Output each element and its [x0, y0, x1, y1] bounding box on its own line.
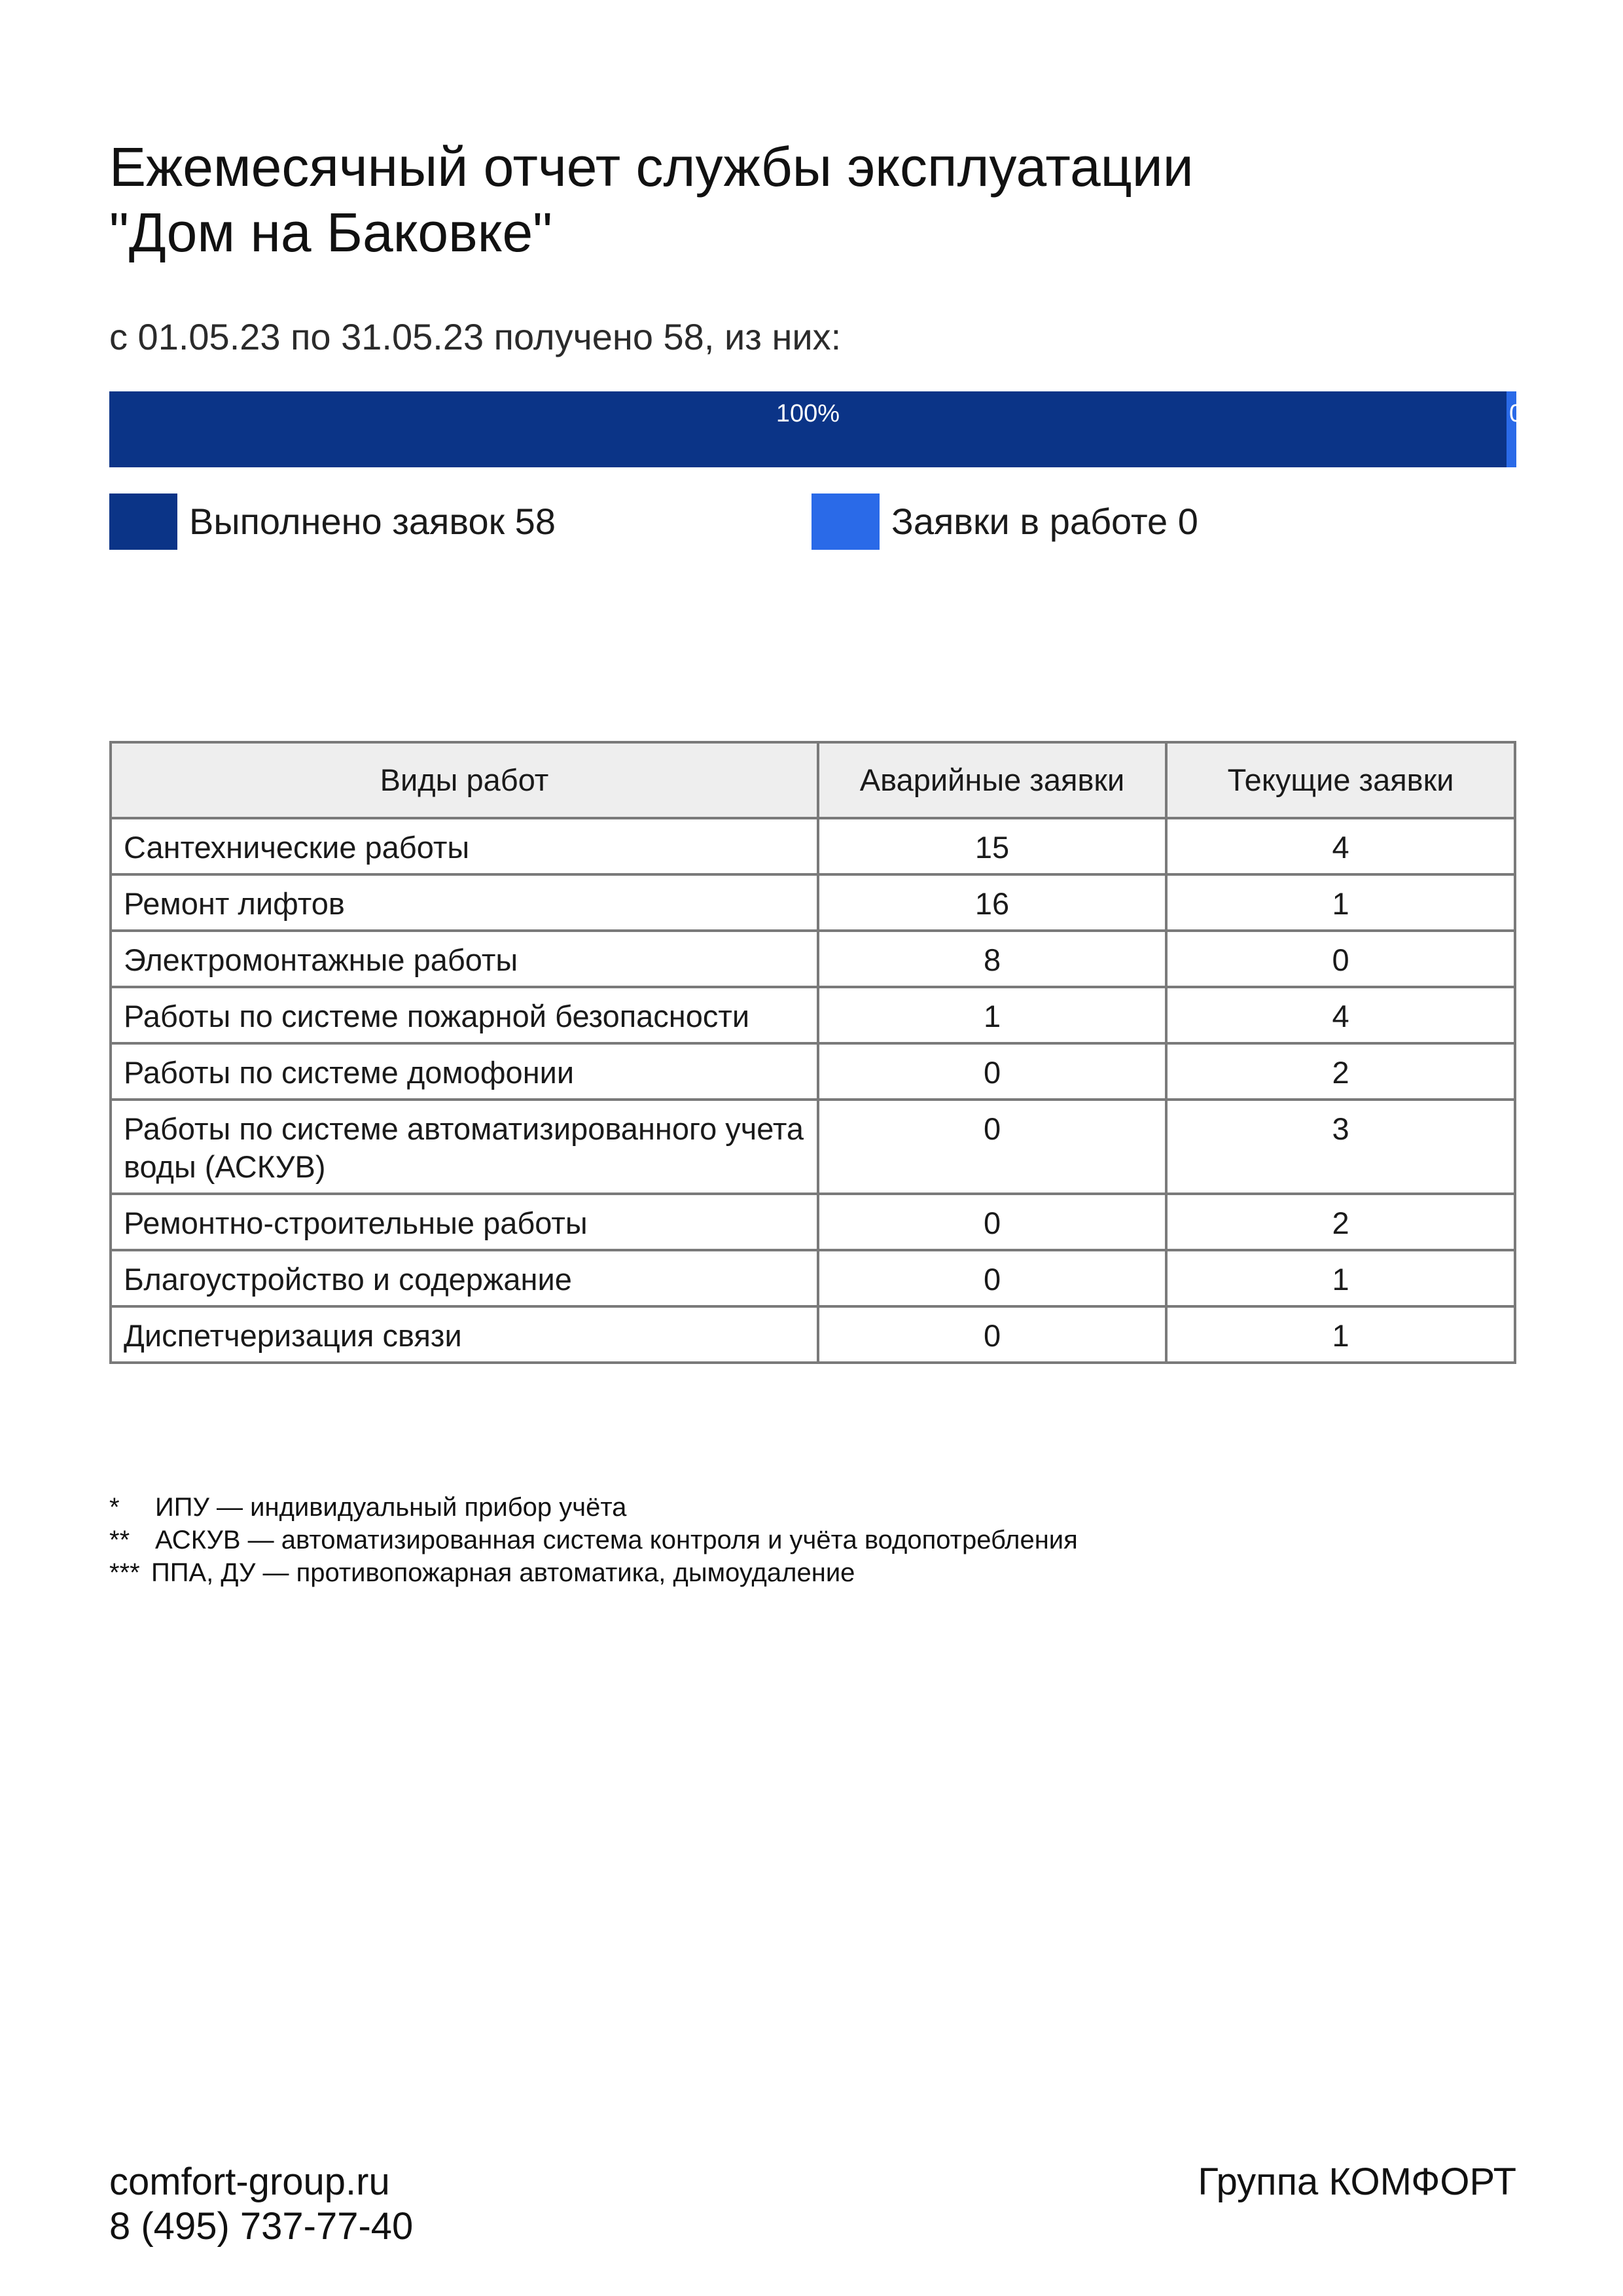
footnote-mark: * [109, 1493, 120, 1522]
row-name: Работы по системе пожарной безопасности [111, 987, 818, 1043]
header-emergency: Аварийные заявки [818, 742, 1166, 818]
footnote-text: ИПУ — индивидуальный прибор учёта [155, 1493, 627, 1522]
row-emergency: 0 [818, 1306, 1166, 1363]
progress-segment-completed [109, 391, 1507, 467]
table-row [111, 1043, 1515, 1100]
page-title-line-1: Ежемесячный отчет службы эксплуатации [109, 136, 1194, 198]
footnote [109, 1556, 1078, 1589]
footer-phone[interactable]: 8 (495) 737-77-40 [109, 2205, 414, 2248]
footnote-text: ППА, ДУ — противопожарная автоматика, дымоудаление [151, 1558, 855, 1587]
table-header-row [111, 742, 1515, 818]
footer-contacts [109, 2160, 413, 2249]
row-name: Диспетчеризация связи [111, 1306, 818, 1363]
row-current: 1 [1166, 874, 1515, 931]
row-current: 1 [1166, 1250, 1515, 1306]
footer-website[interactable]: comfort-group.ru [109, 2161, 390, 2203]
row-name: Электромонтажные работы [111, 931, 818, 987]
footnote-text: АСКУВ — автоматизированная система контроля и учёта водопотребления [155, 1526, 1078, 1554]
footnote-mark: ** [109, 1526, 130, 1554]
legend-label-in-work: Заявки в работе 0 [891, 501, 1198, 542]
table-row [111, 931, 1515, 987]
header-work-type: Виды работ [111, 742, 818, 818]
page-title-line-2: "Дом на Баковке" [109, 202, 553, 263]
completion-progress-bar [109, 391, 1545, 467]
footnote-mark: *** [109, 1558, 140, 1587]
row-current: 2 [1166, 1194, 1515, 1250]
legend-swatch-completed [109, 493, 177, 550]
row-emergency: 15 [818, 818, 1166, 874]
row-current: 4 [1166, 987, 1515, 1043]
table-row [111, 987, 1515, 1043]
progress-segment-in-work [1507, 391, 1545, 467]
page-title [109, 134, 1510, 265]
row-name: Ремонтно-строительные работы [111, 1194, 818, 1250]
table-row [111, 1100, 1515, 1194]
progress-segment-in-work-label: 0% [1508, 400, 1545, 427]
legend-item-completed [109, 493, 556, 550]
footnote [109, 1491, 1078, 1524]
row-name: Ремонт лифтов [111, 874, 818, 931]
works-table [109, 741, 1516, 1364]
footer-company: Группа КОМФОРТ [1198, 2161, 1516, 2203]
row-name: Работы по системе автоматизированного учета воды (АСКУВ) [111, 1100, 818, 1194]
row-emergency: 0 [818, 1194, 1166, 1250]
row-current: 4 [1166, 818, 1515, 874]
table-row [111, 818, 1515, 874]
row-emergency: 0 [818, 1250, 1166, 1306]
legend-item-in-work [812, 493, 1198, 550]
legend-swatch-in-work [812, 493, 880, 550]
row-current: 0 [1166, 931, 1515, 987]
footnotes [109, 1491, 1078, 1589]
legend-label-completed: Выполнено заявок 58 [189, 501, 556, 542]
row-emergency: 8 [818, 931, 1166, 987]
row-current: 2 [1166, 1043, 1515, 1100]
report-period: с 01.05.23 по 31.05.23 получено 58, из них: [109, 316, 842, 357]
footnote [109, 1524, 1078, 1556]
row-emergency: 0 [818, 1043, 1166, 1100]
progress-segment-completed-label: 100% [776, 400, 840, 427]
row-name: Благоустройство и содержание [111, 1250, 818, 1306]
table-row [111, 1306, 1515, 1363]
header-current: Текущие заявки [1166, 742, 1515, 818]
row-name: Сантехнические работы [111, 818, 818, 874]
row-emergency: 16 [818, 874, 1166, 931]
row-emergency: 0 [818, 1100, 1166, 1194]
row-name: Работы по системе домофонии [111, 1043, 818, 1100]
row-emergency: 1 [818, 987, 1166, 1043]
table-row [111, 1250, 1515, 1306]
row-current: 3 [1166, 1100, 1515, 1194]
table-row [111, 874, 1515, 931]
table-row [111, 1194, 1515, 1250]
row-current: 1 [1166, 1306, 1515, 1363]
